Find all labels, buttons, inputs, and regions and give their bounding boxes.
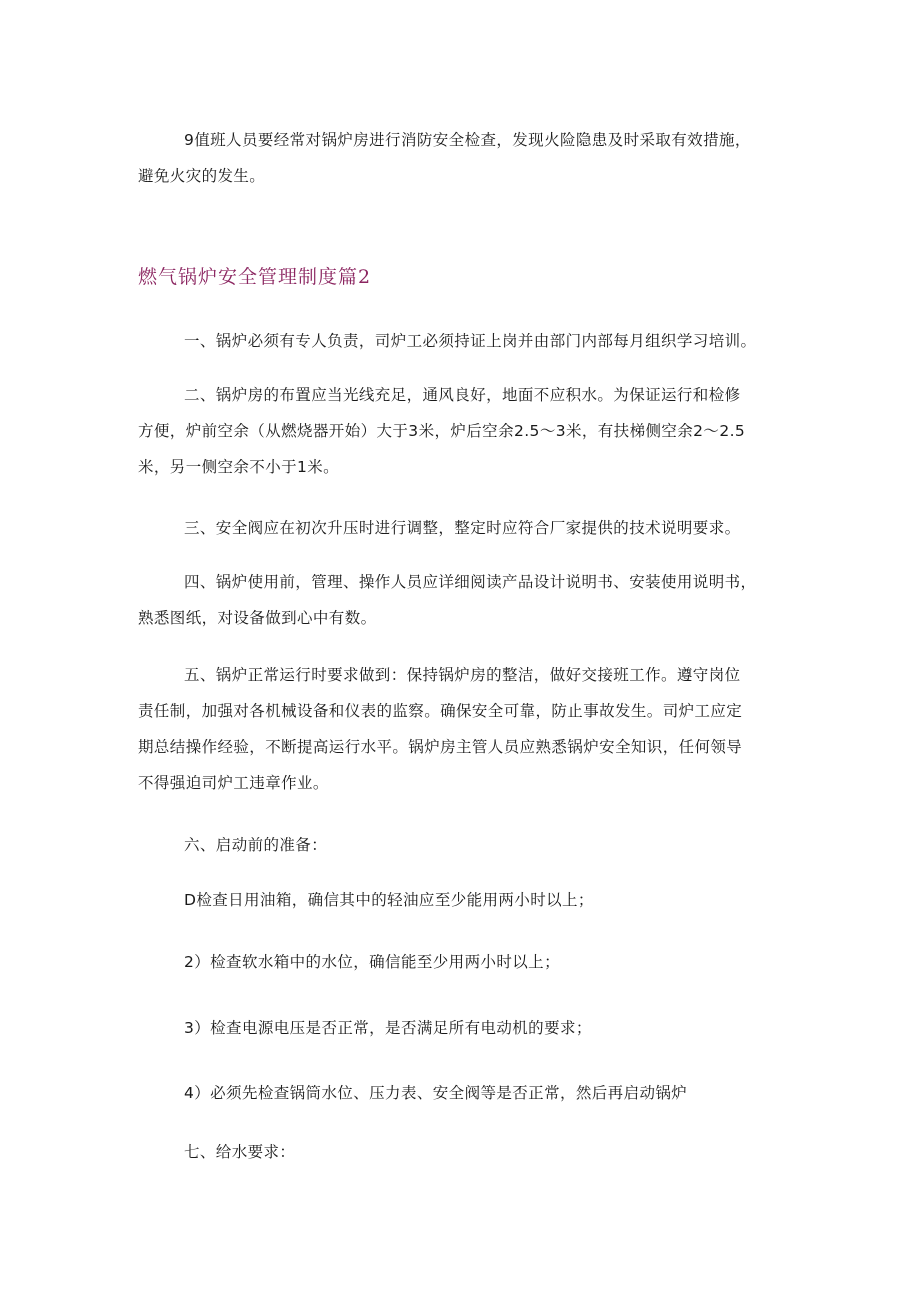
text-line: D检查日用油箱，确信其中的轻油应至少能用两小时以上； [184, 891, 594, 909]
paragraph-6 [138, 831, 798, 859]
text-line: 二、锅炉房的布置应当光线充足，通风良好，地面不应积水。为保证运行和检修 [184, 386, 741, 404]
text-line: 六、启动前的准备： [184, 836, 328, 854]
paragraph-5 [138, 661, 798, 797]
paragraph-fire-safety [138, 126, 798, 190]
text-line: 避免火灾的发生。 [138, 167, 266, 185]
text-line: 期总结操作经验，不断提高运行水平。锅炉房主管人员应熟悉锅炉安全知识，任何领导 [138, 738, 743, 756]
text-line: 4）必须先检查锅筒水位、压力表、安全阀等是否正常，然后再启动锅炉 [184, 1084, 688, 1102]
text-line: 三、安全阀应在初次升压时进行调整，整定时应符合厂家提供的技术说明要求。 [184, 519, 741, 537]
text-line: 米，另一侧空余不小于1米。 [138, 458, 340, 476]
paragraph-4 [138, 568, 798, 632]
text-line: 不得强迫司炉工违章作业。 [138, 774, 329, 792]
list-item [138, 886, 798, 914]
paragraph-3 [138, 514, 798, 542]
list-item [138, 1079, 798, 1107]
list-item [138, 948, 798, 976]
list-item [138, 1014, 798, 1042]
text-line: 七、给水要求： [184, 1143, 296, 1161]
text-line: 责任制，加强对各机械设备和仪表的监察。确保安全可靠，防止事故发生。司炉工应定 [138, 702, 743, 720]
text-line: 四、锅炉使用前，管理、操作人员应详细阅读产品设计说明书、安装使用说明书， [184, 573, 757, 591]
text-line: 9值班人员要经常对锅炉房进行消防安全检查，发现火险隐患及时采取有效措施， [184, 131, 751, 149]
paragraph-2 [138, 381, 798, 481]
text-line: 一、锅炉必须有专人负责，司炉工必须持证上岗并由部门内部每月组织学习培训。 [184, 332, 757, 350]
text-line: 五、锅炉正常运行时要求做到：保持锅炉房的整洁，做好交接班工作。遵守岗位 [184, 666, 741, 684]
text-line: 方便，炉前空余（从燃烧器开始）大于3米，炉后空余2.5～3米，有扶梯侧空余2～2.5 [138, 422, 746, 440]
text-line: 熟悉图纸，对设备做到心中有数。 [138, 609, 377, 627]
paragraph-7 [138, 1138, 798, 1166]
paragraph-1 [138, 327, 798, 355]
text-line: 3）检查电源电压是否正常，是否满足所有电动机的要求； [184, 1019, 592, 1037]
text-line: 2）检查软水箱中的水位，确信能至少用两小时以上； [184, 953, 560, 971]
section-heading: 燃气锅炉安全管理制度篇2 [138, 266, 372, 288]
